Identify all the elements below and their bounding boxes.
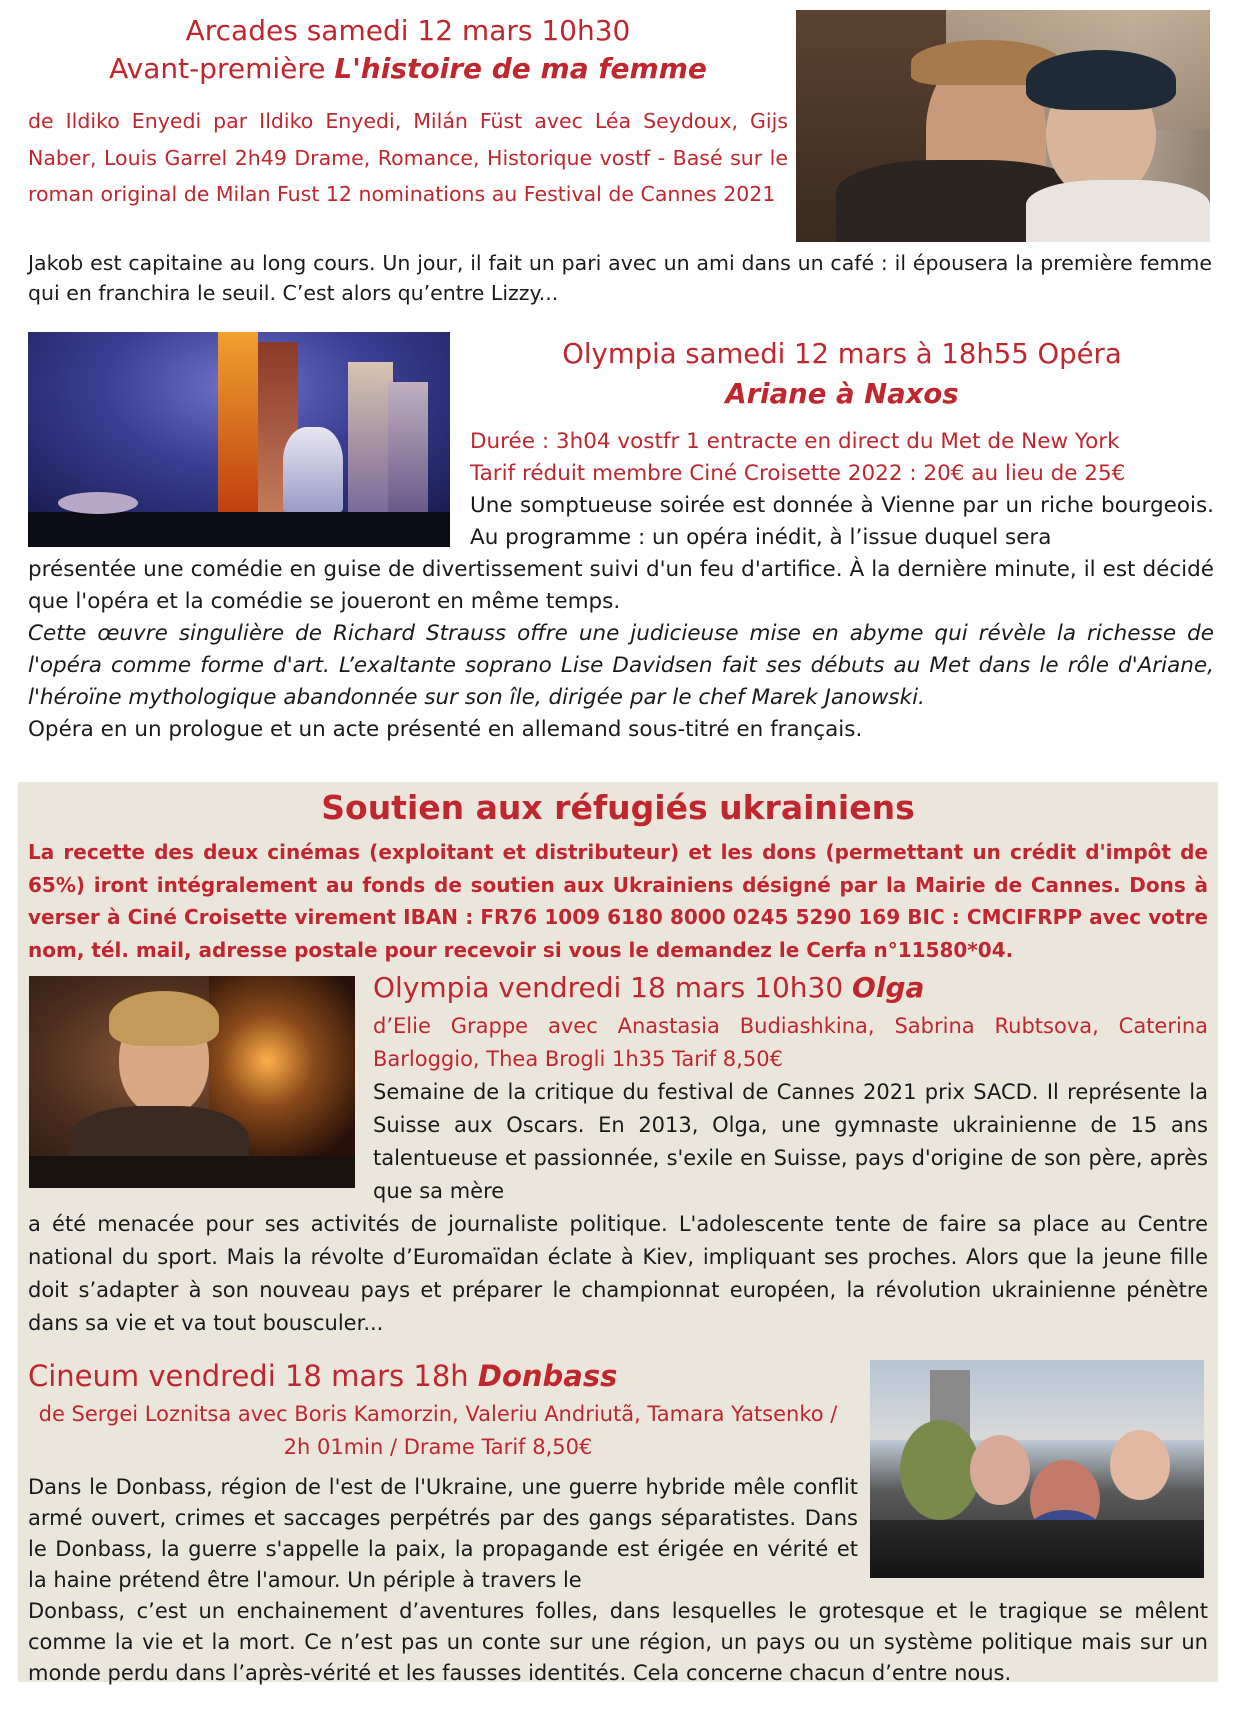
arcades-section [0, 0, 1240, 320]
opera-synopsis-part2: présentée une comédie en guise de divertissement suivi d'un feu d'artifice. À la dernière minute, il est décidé que l'opéra et la comédie se joueront en même temps. [28, 557, 1214, 614]
donbass-heading [28, 1356, 848, 1396]
arcades-heading [28, 12, 788, 88]
olga-credits: d’Elie Grappe avec Anastasia Budiashkina, Sabrina Rubtsova, Caterina Barloggio, Thea Brogli 1h35 Tarif 8,50€ [373, 1014, 1208, 1071]
donbass-title: Donbass [477, 1359, 618, 1393]
olga-synopsis-part1: Semaine de la critique du festival de Cannes 2021 prix SACD. Il représente la Suisse aux Oscars. En 2013, Olga, une gymnaste ukrainienne de 15 ans talentueuse et passionnée, s'exile en Suisse, pays d'origine de son père, après que sa mère [373, 1080, 1208, 1203]
opera-description-italic: Cette œuvre singulière de Richard Strauss offre une judicieuse mise en abyme qui révèle la richesse de l'opéra comme forme d'art. L’exaltante soprano Lise Davidsen fait ses débuts au Met dans le rôle d'Ariane, l'héroïne mythologique abandonnée sur son île, dirigée par le chef Marek Janowski. [28, 621, 1214, 710]
olga-film-photo [29, 976, 355, 1188]
opera-duration: Durée : 3h04 vostfr 1 entracte en direct du Met de New York [470, 429, 1120, 454]
opera-language-note: Opéra en un prologue et un acte présenté en allemand sous-titré en français. [28, 717, 863, 742]
olga-synopsis-part2: a été menacée pour ses activités de journaliste politique. L'adolescente tente de faire sa place au Centre national du sport. Mais la révolte d’Euromaïdan éclate à Kiev, impliquant ses proches. Alors que la jeune fille doit s’adapter à son nouveau pays et préparer le championnat européen, la révolution ukrainienne pénètre dans sa vie et va tout bousculer... [28, 1212, 1208, 1335]
opera-heading [470, 334, 1214, 414]
olga-heading [373, 968, 1208, 1008]
soutien-appeal: La recette des deux cinémas (exploitant et distributeur) et les dons (permettant un crédit d'impôt de 65%) iront intégralement au fonds de soutien aux Ukrainiens désigné par la Mairie de Cannes. Dons à verser à Ciné Croisette virement IBAN : FR76 1009 6180 8000 0245 5290 169 BIC : CMCIFRPP avec votre nom, tél. mail, adresse postale pour recevoir si vous le demandez le Cerfa n°11580*04. [28, 840, 1208, 962]
opera-info [470, 426, 1214, 490]
arcades-venue-line: Arcades samedi 12 mars 10h30 [185, 14, 631, 47]
opera-stage-photo [28, 332, 450, 547]
arcades-credits: de Ildiko Enyedi par Ildiko Enyedi, Milán Füst avec Léa Seydoux, Gijs Naber, Louis Garrel 2h49 Drame, Romance, Historique vostf - Basé sur le roman original de Milan Fust 12 nominations au Festival de Cannes 2021 [28, 109, 788, 206]
olga-venue-line: Olympia vendredi 18 mars 10h30 [373, 971, 853, 1004]
opera-section [0, 320, 1240, 760]
donbass-credits: de Sergei Loznitsa avec Boris Kamorzin, Valeriu Andriutã, Tamara Yatsenko / 2h 01min / Drame Tarif 8,50€ [38, 1402, 838, 1459]
ukraine-support-box [18, 782, 1218, 1685]
arcades-prefix: Avant-première [109, 52, 335, 85]
donbass-synopsis-part1: Dans le Donbass, région de l'est de l'Ukraine, une guerre hybride mêle conflit armé ouvert, crimes et saccages perpétrés par des gangs séparatistes. Dans le Donbass, la guerre s'appelle la paix, la propagande est érigée en vérité et la haine prétend être l'amour. Un périple à travers le [28, 1475, 858, 1592]
soutien-heading: Soutien aux réfugiés ukrainiens [321, 788, 915, 827]
opera-venue-line: Olympia samedi 12 mars à 18h55 Opéra [562, 338, 1122, 370]
opera-title: Ariane à Naxos [725, 378, 959, 410]
olga-title: Olga [852, 971, 925, 1004]
arcades-film-photo [796, 10, 1210, 242]
opera-tarif: Tarif réduit membre Ciné Croisette 2022 : 20€ au lieu de 25€ [470, 461, 1126, 486]
opera-synopsis-part1: Une somptueuse soirée est donnée à Vienne par un riche bourgeois. Au programme : un opéra inédit, à l’issue duquel sera [470, 493, 1214, 550]
donbass-synopsis-part2: Donbass, c’est un enchainement d’aventures folles, dans lesquelles le grotesque et le tragique se mêlent comme la vie et la mort. Ce n’est pas un conte sur une région, un pays ou un système politique mais sur un monde perdu dans l’après-vérité et les fausses identités. Cela concerne chacun d’entre nous. [28, 1599, 1208, 1685]
arcades-film-title: L'histoire de ma femme [334, 52, 707, 85]
arcades-title-line [28, 50, 788, 88]
arcades-synopsis: Jakob est capitaine au long cours. Un jour, il fait un pari avec un ami dans un café : il épousera la première femme qui en franchira le seuil. C’est alors qu’entre Lizzy... [28, 251, 1212, 305]
donbass-venue-line: Cineum vendredi 18 mars 18h [28, 1359, 478, 1393]
donbass-film-photo [870, 1360, 1204, 1578]
